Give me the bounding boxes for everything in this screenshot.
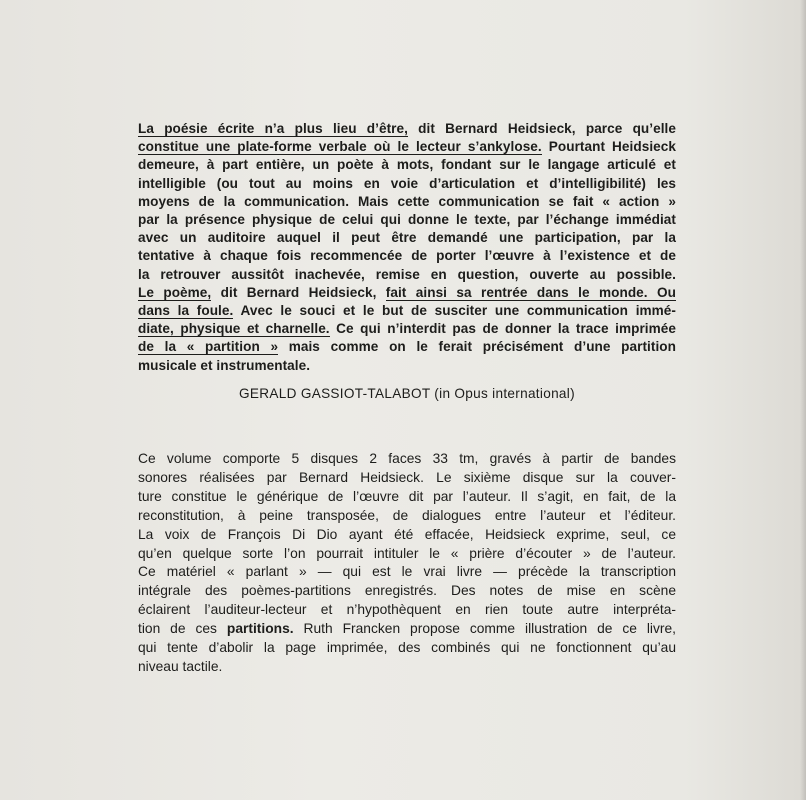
- description-line: [138, 601, 676, 620]
- text-segment: mais comme on le ferait précisément d’une partition: [278, 339, 676, 355]
- description-line: [138, 545, 676, 564]
- text-segment: intelligible (ou tout au moins en voie d’articulation et d’intelligibilité) les: [138, 175, 676, 191]
- description-line: [138, 658, 676, 677]
- quote-line: [138, 138, 676, 156]
- quote-line: [138, 247, 676, 265]
- description-paragraph: [138, 450, 676, 677]
- quote-line: [138, 120, 676, 138]
- underlined-phrase: dans la foule.: [138, 303, 234, 319]
- text-segment: Pourtant Heidsieck: [541, 139, 676, 155]
- quote-paragraph: [138, 120, 676, 375]
- description-line: [138, 620, 676, 639]
- quote-line: [138, 229, 676, 247]
- text-segment: sonores réalisées par Bernard Heidsieck. Le sixième disque sur la couver-: [138, 469, 676, 485]
- underlined-phrase: diate, physique et charnelle.: [138, 321, 330, 337]
- quote-line: [138, 193, 676, 211]
- underlined-phrase: La poésie écrite n’a plus lieu d’être,: [138, 121, 408, 136]
- text-segment: Ce qui n’interdit pas de donner la trace imprimée: [329, 321, 676, 337]
- text-segment: Ce volume comporte 5 disques 2 faces 33 tm, gravés à partir de bandes: [138, 451, 676, 466]
- text-segment: La voix de François Di Dio ayant été effacée, Heidsieck exprime, seul, ce: [138, 526, 676, 542]
- quote-line: [138, 266, 676, 284]
- underlined-phrase: de la « partition »: [138, 339, 279, 355]
- underlined-phrase: fait ainsi sa rentrée dans le monde. Ou: [385, 284, 676, 300]
- text-segment: reconstitution, à peine transposée, de dialogues entre l’auteur et l’éditeur.: [138, 507, 676, 523]
- text-segment: Avec le souci et le but de susciter une communication immé-: [233, 303, 676, 319]
- text-segment: intégrale des poèmes-partitions enregistrés. Des notes de mise en scène: [138, 583, 676, 599]
- description-line: [138, 582, 676, 601]
- text-segment: par la présence physique de celui qui donne le texte, par l’échange immédiat: [138, 212, 676, 228]
- description-line: [138, 507, 676, 526]
- text-segment: ture constitue le générique de l’œuvre dit par l’auteur. Il s’agit, en fait, de la: [138, 488, 676, 504]
- description-line: [138, 469, 676, 488]
- text-segment: Ce matériel « parlant » — qui est le vrai livre — précède la transcription: [138, 564, 676, 580]
- text-segment: dit Bernard Heidsieck,: [211, 284, 386, 300]
- quote-line: [138, 284, 676, 302]
- text-segment: qu’en quelque sorte l’on pourrait intituler le « prière d’écouter » de l’auteur.: [138, 545, 676, 561]
- quote-line: [138, 357, 676, 375]
- description-line: [138, 563, 676, 582]
- text-segment: demeure, à part entière, un poète à mots, fondant sur le langage articulé et: [138, 157, 676, 173]
- description-line: [138, 450, 676, 469]
- quote-line: [138, 338, 676, 356]
- text-segment: tion de ces: [138, 621, 227, 637]
- description-line: [138, 526, 676, 545]
- text-segment: niveau tactile.: [138, 658, 223, 674]
- quote-line: [138, 211, 676, 229]
- text-segment: la retrouver aussitôt inachevée, remise en question, ouverte au possible.: [138, 266, 676, 282]
- text-segment: dit Bernard Heidsieck, parce qu’elle: [407, 121, 676, 136]
- text-segment: musicale et instrumentale.: [138, 357, 311, 373]
- text-segment: Ruth Francken propose comme illustration de ce livre,: [293, 621, 677, 637]
- text-segment: moyens de la communication. Mais cette communication se fait « action »: [138, 193, 676, 209]
- text-segment: éclairent l’auditeur-lecteur et n’hypothèquent en rien toute autre interpréta-: [138, 602, 676, 618]
- description-line: [138, 639, 676, 658]
- text-segment: avec un auditoire auquel il peut être demandé une participation, par la: [138, 230, 676, 246]
- quote-line: [138, 156, 676, 174]
- underlined-phrase: constitue une plate-forme verbale où le lecteur s’ankylose.: [138, 139, 542, 155]
- bold-term: partitions.: [226, 621, 294, 637]
- underlined-phrase: Le poème,: [138, 284, 212, 300]
- quote-line: [138, 302, 676, 320]
- quote-line: [138, 175, 676, 193]
- quote-line: [138, 320, 676, 338]
- quote-attribution: GERALD GASSIOT-TALABOT (in Opus international): [239, 386, 575, 401]
- text-segment: tentative à chaque fois recommencée de porter l’œuvre à l’existence et de: [138, 248, 676, 264]
- page-edge-shadow: [800, 0, 806, 800]
- description-line: [138, 488, 676, 507]
- text-segment: qui tente d’abolir la page imprimée, des combinés qui ne fonctionnent qu’au: [138, 640, 676, 656]
